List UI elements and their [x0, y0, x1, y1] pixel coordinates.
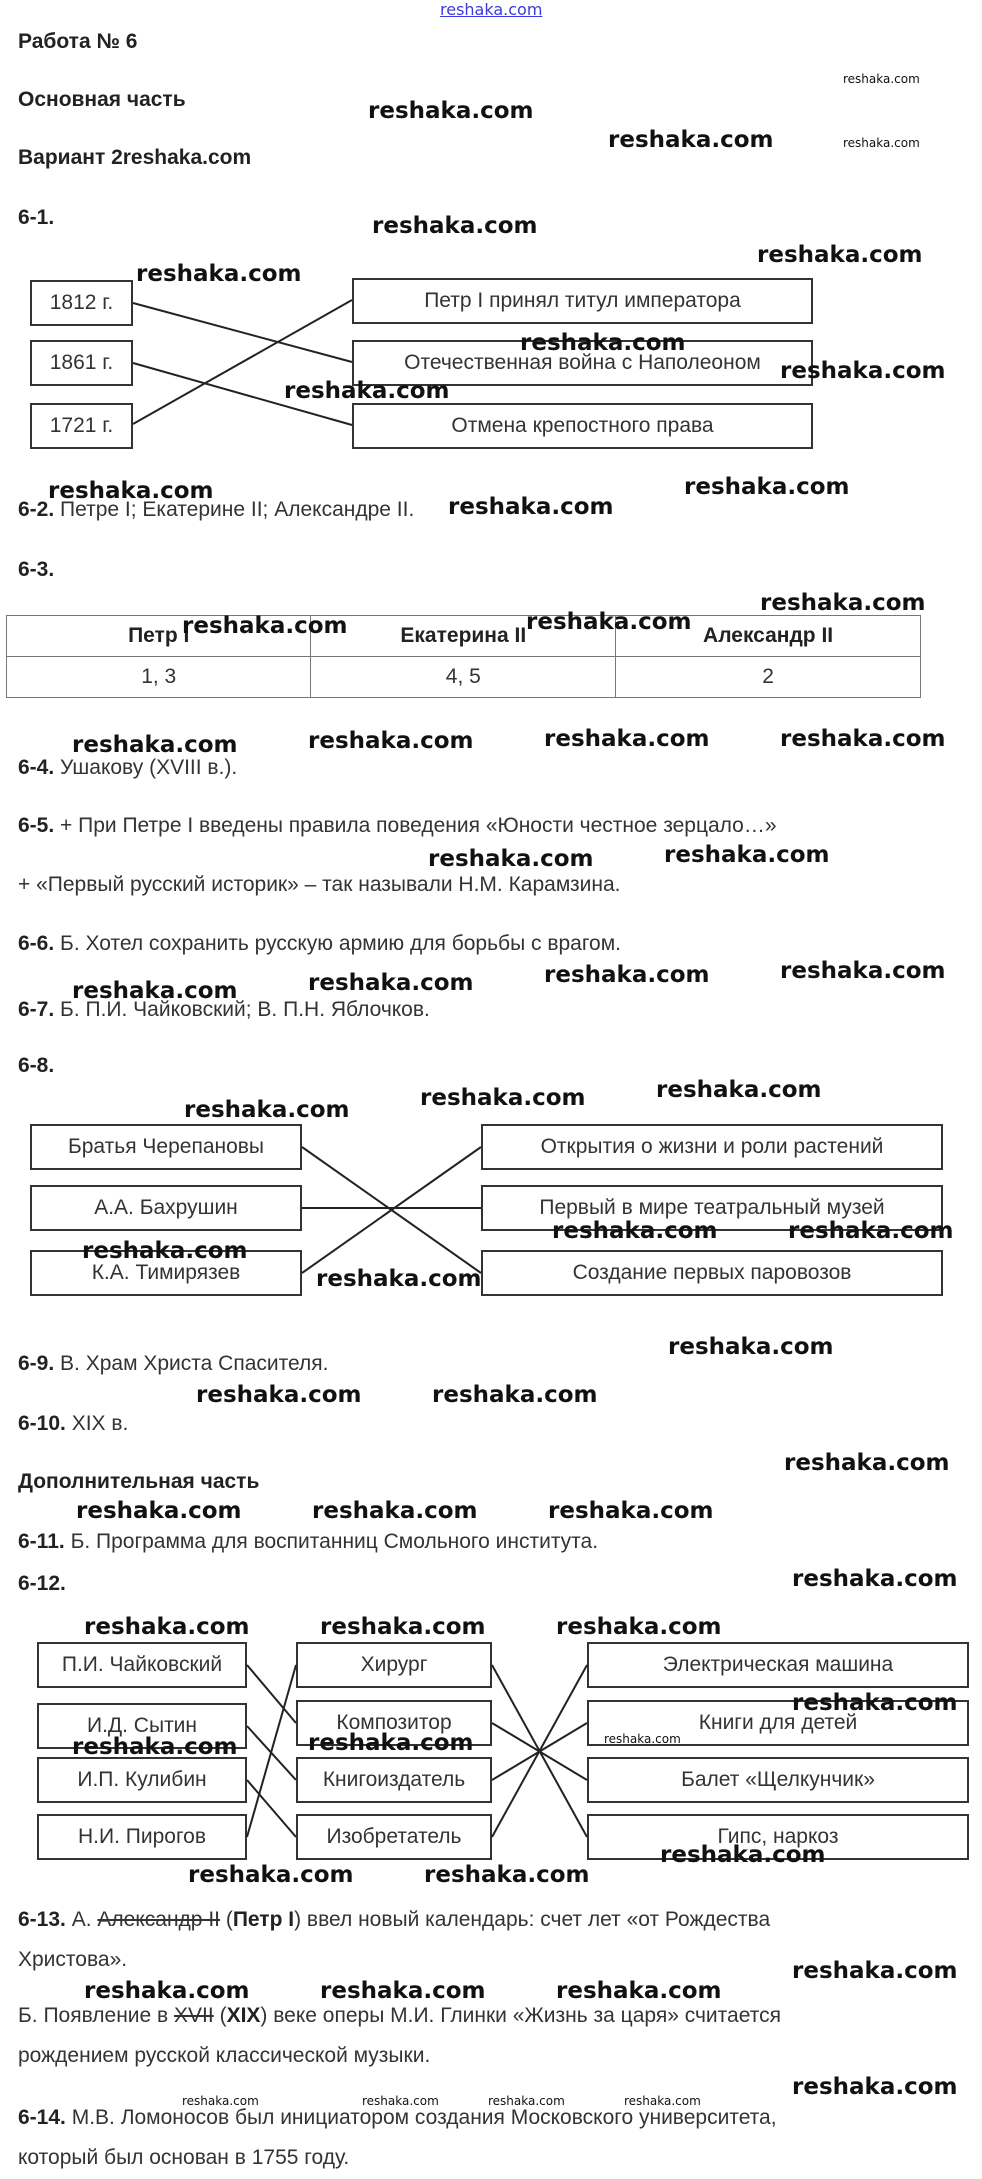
q6-13-answer-a: 6-13. А. Александр II (Петр I) ввел новый календарь: счет лет «от Рождества [18, 1908, 771, 1931]
q6-8-locomotive: Создание первых паровозов [481, 1250, 943, 1296]
q6-8-cherepanov: Братья Черепановы [30, 1124, 302, 1170]
watermark: reshaka.com [188, 1862, 354, 1888]
watermark: reshaka.com [608, 127, 774, 153]
q6-8-museum: Первый в мире театральный музей [481, 1185, 943, 1231]
q6-14-answer-line1: 6-14. М.В. Ломоносов был инициатором создания Московского университета, [18, 2106, 777, 2129]
watermark: reshaka.com [182, 613, 348, 639]
watermark: reshaka.com [84, 1978, 250, 2004]
struck-wrong-century: XVII [174, 2004, 214, 2027]
q6-4-answer: 6-4. Ушакову (XVIII в.). [18, 756, 238, 779]
watermark-small: reshaka.com [362, 2094, 439, 2108]
watermark: reshaka.com [136, 261, 302, 287]
watermark: reshaka.com [448, 494, 614, 520]
watermark: reshaka.com [792, 2074, 958, 2100]
corrected-name: Петр I [232, 1908, 295, 1931]
q6-1-date-1812: 1812 г. [30, 280, 133, 326]
table-cell-catherine: 4, 5 [311, 657, 616, 698]
watermark: reshaka.com [72, 1734, 238, 1760]
watermark: reshaka.com [780, 358, 946, 384]
watermark: reshaka.com [544, 726, 710, 752]
watermark: reshaka.com [316, 1266, 482, 1292]
watermark: reshaka.com [122, 146, 252, 169]
watermark: reshaka.com [72, 978, 238, 1004]
watermark: reshaka.com [556, 1614, 722, 1640]
watermark: reshaka.com [284, 378, 450, 404]
watermark: reshaka.com [684, 474, 850, 500]
q6-12-person-pirogov: Н.И. Пирогов [37, 1814, 247, 1860]
q6-12-number: 6-12. [18, 1572, 66, 1595]
extra-part-title: Дополнительная часть [18, 1470, 260, 1493]
watermark: reshaka.com [320, 1978, 486, 2004]
q6-14-answer-line2: который был основан в 1755 году. [18, 2146, 350, 2169]
watermark: reshaka.com [526, 609, 692, 635]
q6-2-answer: 6-2. Петре I; Екатерине II; Александре II. [18, 498, 415, 521]
q6-7-answer: 6-7. Б. П.И. Чайковский; В. П.Н. Яблочков. [18, 998, 430, 1021]
watermark: reshaka.com [760, 590, 926, 616]
watermark: reshaka.com [308, 728, 474, 754]
watermark: reshaka.com [308, 970, 474, 996]
q6-12-person-sytin: И.Д. Сытин [37, 1703, 247, 1749]
q6-12-work-plaster: Гипс, наркоз [587, 1814, 969, 1860]
watermark: reshaka.com [784, 1450, 950, 1476]
q6-10-answer: 6-10. XIX в. [18, 1412, 129, 1435]
q6-12-person-kulibin: И.П. Кулибин [37, 1757, 247, 1803]
watermark: reshaka.com [792, 1958, 958, 1984]
work-title: Работа № 6 [18, 30, 138, 53]
q6-8-bakhrushin: А.А. Бахрушин [30, 1185, 302, 1231]
q6-9-answer: 6-9. В. Храм Христа Спасителя. [18, 1352, 329, 1375]
watermark: reshaka.com [82, 1238, 248, 1264]
part-title: Основная часть [18, 88, 186, 111]
watermark: reshaka.com [792, 1566, 958, 1592]
q6-12-prof-inventor: Изобретатель [296, 1814, 492, 1860]
watermark: reshaka.com [544, 962, 710, 988]
watermark-small: reshaka.com [604, 1732, 681, 1746]
watermark-small: reshaka.com [624, 2094, 701, 2108]
q6-1-number: 6-1. [18, 206, 55, 229]
q6-12-person-tchaikovsky: П.И. Чайковский [37, 1642, 247, 1688]
corrected-century: XIX [226, 2004, 261, 2027]
table-header-peter: Петр I [7, 616, 311, 657]
watermark: reshaka.com [420, 1085, 586, 1111]
watermark: reshaka.com [308, 1730, 474, 1756]
watermark: reshaka.com [780, 726, 946, 752]
q6-8-timiryazev: К.А. Тимирязев [30, 1250, 302, 1296]
watermark: reshaka.com [184, 1097, 350, 1123]
watermark: reshaka.com [72, 732, 238, 758]
q6-13-answer-a-line2: Христова». [18, 1948, 128, 1971]
q6-12-prof-composer: Композитор [296, 1700, 492, 1746]
q6-5-answer-line2: + «Первый русский историк» – так называли Н.М. Карамзина. [18, 873, 621, 896]
watermark: reshaka.com [780, 958, 946, 984]
watermark: reshaka.com [792, 1690, 958, 1716]
watermark-small: reshaka.com [843, 72, 920, 86]
q6-12-work-nutcracker: Балет «Щелкунчик» [587, 1757, 969, 1803]
connector-pirogov-surgeon [247, 1665, 296, 1837]
table-header-alexander: Александр II [616, 616, 921, 657]
table-cell-alexander: 2 [616, 657, 921, 698]
q6-11-answer: 6-11. Б. Программа для воспитанниц Смольного института. [18, 1530, 599, 1553]
watermark: reshaka.com [660, 1842, 826, 1868]
q6-8-number: 6-8. [18, 1054, 55, 1077]
q6-5-answer-line1: 6-5. + При Петре I введены правила поведения «Юности честное зерцало…» [18, 814, 777, 837]
watermark: reshaka.com [320, 1614, 486, 1640]
watermark-small: reshaka.com [488, 2094, 565, 2108]
q6-12-work-childrens-books: Книги для детей [587, 1700, 969, 1746]
variant-title: Вариант 2reshaka.com [18, 146, 252, 169]
q6-3-number: 6-3. [18, 558, 55, 581]
watermark: reshaka.com [788, 1218, 954, 1244]
q6-1-date-1861: 1861 г. [30, 340, 133, 386]
watermark: reshaka.com [368, 98, 534, 124]
watermark: reshaka.com [556, 1978, 722, 2004]
q6-1-event-war: Отечественная война с Наполеоном [352, 340, 813, 386]
q6-1-date-1721: 1721 г. [30, 403, 133, 449]
watermark: reshaka.com [757, 242, 923, 268]
q6-12-prof-surgeon: Хирург [296, 1642, 492, 1688]
watermark: reshaka.com [196, 1382, 362, 1408]
watermark: reshaka.com [668, 1334, 834, 1360]
watermark: reshaka.com [656, 1077, 822, 1103]
struck-wrong-name: Александр II [97, 1908, 220, 1931]
watermark: reshaka.com [548, 1498, 714, 1524]
q6-8-plants: Открытия о жизни и роли растений [481, 1124, 943, 1170]
watermark-small: reshaka.com [182, 2094, 259, 2108]
watermark: reshaka.com [520, 330, 686, 356]
watermark: reshaka.com [48, 478, 214, 504]
table-cell-peter: 1, 3 [7, 657, 311, 698]
watermark-small: reshaka.com [843, 136, 920, 150]
q6-12-work-electric-machine: Электрическая машина [587, 1642, 969, 1688]
q6-6-answer: 6-6. Б. Хотел сохранить русскую армию для борьбы с врагом. [18, 932, 622, 955]
table-header-catherine: Екатерина II [311, 616, 616, 657]
watermark: reshaka.com [552, 1218, 718, 1244]
watermark: reshaka.com [432, 1382, 598, 1408]
top-watermark-link[interactable]: reshaka.com [440, 0, 543, 19]
watermark: reshaka.com [372, 213, 538, 239]
q6-13-answer-b-line2: рождением русской классической музыки. [18, 2044, 431, 2067]
q6-12-prof-publisher: Книгоиздатель [296, 1757, 492, 1803]
watermark: reshaka.com [428, 846, 594, 872]
watermark: reshaka.com [424, 1862, 590, 1888]
watermark: reshaka.com [76, 1498, 242, 1524]
q6-1-event-emperor: Петр I принял титул императора [352, 278, 813, 324]
watermark: reshaka.com [84, 1614, 250, 1640]
watermark: reshaka.com [312, 1498, 478, 1524]
q6-13-answer-b: Б. Появление в XVII (XIX) веке оперы М.И. Глинки «Жизнь за царя» считается [18, 2004, 781, 2027]
q6-1-event-serfdom: Отмена крепостного права [352, 403, 813, 449]
watermark: reshaka.com [664, 842, 830, 868]
